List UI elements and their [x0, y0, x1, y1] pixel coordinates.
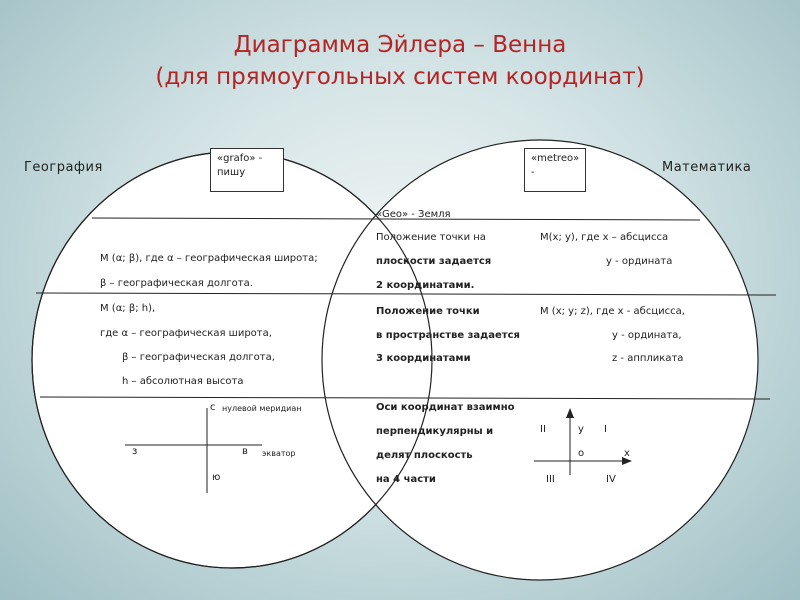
diagram-subtitle: (для прямоугольных систем координат) [155, 64, 645, 90]
geography-label: География [24, 160, 103, 175]
compass-south: ю [212, 472, 221, 483]
math-coord-3d: M (x; y; z), где x - абсцисса, [540, 306, 685, 317]
grafo-box: «grafo» - пишу [210, 148, 284, 192]
math-applicate: z - аппликата [612, 353, 684, 364]
x-axis-label: x [624, 448, 630, 459]
axes-text-1: Оси координат взаимно [376, 402, 515, 413]
geo-earth-text: «Geo» - Земля [376, 209, 451, 220]
quadrant-1-label: I [604, 424, 607, 435]
geo-longitude-2d: β – географическая долгота. [100, 278, 253, 289]
axes-text-4: на 4 части [376, 474, 436, 485]
geo-coord-3d: M (α; β; h), [100, 303, 156, 314]
y-axis-label: y [578, 424, 584, 435]
quadrant-2-label: II [540, 424, 546, 435]
diagram-title: Диаграмма Эйлера – Венна [233, 32, 567, 58]
equator-label: экватор [262, 449, 296, 458]
axes-text-2: перпендикулярны и [376, 426, 494, 437]
plane-text-3: 2 координатами. [376, 280, 475, 291]
quadrant-4-label: IV [606, 474, 616, 485]
geo-coord-2d: M (α; β), где α – географическая широта; [100, 253, 318, 264]
math-coord-2d: M(x; y), где x – абсцисса [540, 232, 669, 243]
space-text-2: в пространстве задается [376, 330, 520, 341]
math-ordinate-3d: y - ордината, [612, 330, 682, 341]
compass-north: с [210, 402, 216, 413]
metreo-box: «metreo» - [524, 148, 586, 192]
compass-east: в [242, 446, 248, 457]
quadrant-3-label: III [546, 474, 555, 485]
plane-text-2: плоскости задается [376, 256, 492, 267]
space-text-3: 3 координатами [376, 353, 471, 364]
prime-meridian-label: нулевой меридиан [222, 404, 302, 413]
plane-text-1: Положение точки на [376, 232, 486, 243]
geo-altitude: h – абсолютная высота [122, 376, 244, 387]
compass-west: з [132, 446, 138, 457]
math-ordinate-2d: y - ордината [606, 256, 673, 267]
geo-longitude-3d: β – географическая долгота, [122, 352, 275, 363]
mathematics-label: Математика [662, 160, 752, 175]
axes-text-3: делят плоскость [376, 450, 473, 461]
space-text-1: Положение точки [376, 306, 480, 317]
origin-label: o [578, 448, 585, 459]
geo-latitude-3d: где α – географическая широта, [100, 328, 272, 339]
